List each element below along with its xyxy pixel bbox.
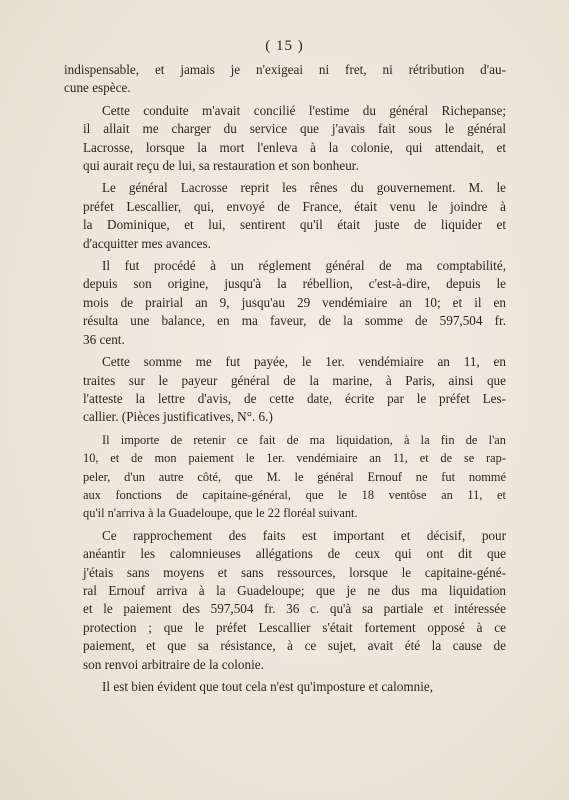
text-line: aux fonctions de capitaine-général, que le 18 ventôse an 11, et — [83, 487, 506, 502]
text-line: Il est bien évident que tout cela n'est qu'imposture et calomnie, — [102, 679, 434, 694]
text-line: peler, d'un autre côté, que M. le général Ernouf ne fut nommé — [83, 469, 506, 484]
text-line: j'étais sans moyens et sans ressources, lorsque le capitaine-géné- — [83, 564, 506, 580]
text-line: cune espèce. — [64, 80, 131, 96]
text-line: et le paiement des 597,504 fr. 36 c. qu'à sa partiale et intéressée — [83, 601, 506, 617]
page-number: ( 15 ) — [265, 38, 304, 54]
text-line: Lacrosse, lorsque la mort l'enleva à la colonie, qui attendait, et — [83, 139, 506, 155]
paragraph — [64, 179, 506, 253]
text-line: préfet Lescallier, qui, envoyé de France, était venu le joindre à — [83, 198, 506, 214]
text-line: Cette somme me fut payée, le 1er. vendémiaire an 11, en — [102, 354, 506, 370]
text-line: protection ; que le préfet Lescallier s'était fortement opposé à ce — [83, 619, 506, 635]
text-line: paiement, et que sa résistance, à ce sujet, avait été la cause de — [83, 638, 506, 654]
text-line: son renvoi arbitraire de la colonie. — [83, 656, 264, 672]
text-line: qu'il n'arriva à la Guadeloupe, que le 22 floréal suivant. — [83, 506, 358, 521]
text-line: Il fut procédé à un réglement général de ma comptabilité, — [102, 258, 506, 274]
text-line: 10, et de mon paiement le 1er. vendémiaire an 11, et de se rap- — [83, 451, 506, 466]
text-line: Le général Lacrosse reprit les rênes du gouvernement. M. le — [102, 180, 506, 196]
paragraph — [64, 431, 506, 523]
paragraph — [64, 353, 506, 427]
text-line: qui aurait reçu de lui, sa restauration et son bonheur. — [83, 158, 359, 174]
text-line: traites sur le payeur général de la marine, à Paris, ainsi que — [83, 372, 506, 388]
body-text — [64, 61, 506, 700]
text-line: 36 cent. — [83, 331, 125, 347]
text-line: l'atteste la lettre d'avis, de cette date, écrite par le préfet Les- — [83, 390, 506, 406]
text-line: depuis son origine, jusqu'à la rébellion, c'est-à-dire, depuis le — [83, 276, 506, 292]
paragraph — [64, 61, 506, 98]
text-line: la Dominique, et lui, sentirent qu'il était juste de liquider et — [83, 217, 506, 233]
text-line: il allait me charger du service que j'avais fait sous le général — [83, 121, 506, 137]
text-line: Ce rapprochement des faits est important et décisif, pour — [102, 527, 506, 543]
paragraph — [64, 257, 506, 349]
text-line: indispensable, et jamais je n'exigeai ni fret, ni rétribution d'au- — [64, 62, 506, 77]
text-line: ral Ernouf arriva à la Guadeloupe; que je ne dus ma liquidation — [83, 582, 506, 598]
text-line: Il importe de retenir ce fait de ma liquidation, à la fin de l'an — [102, 432, 506, 447]
text-line: résulta une balance, en ma faveur, de la somme de 597,504 fr. — [83, 313, 506, 329]
text-line: anéantir les calomnieuses allégations de ceux qui ont dit que — [83, 546, 506, 562]
text-line: d'acquitter mes avances. — [83, 235, 211, 251]
text-line: callier. (Pièces justificatives, N°. 6.) — [83, 409, 273, 425]
text-line: mois de prairial an 9, jusqu'au 29 vendémiaire an 10; et il en — [83, 294, 506, 310]
paragraph — [64, 102, 506, 176]
paragraph — [64, 527, 506, 674]
text-line: Cette conduite m'avait concilié l'estime du général Richepanse; — [102, 102, 506, 118]
paragraph — [64, 678, 506, 696]
